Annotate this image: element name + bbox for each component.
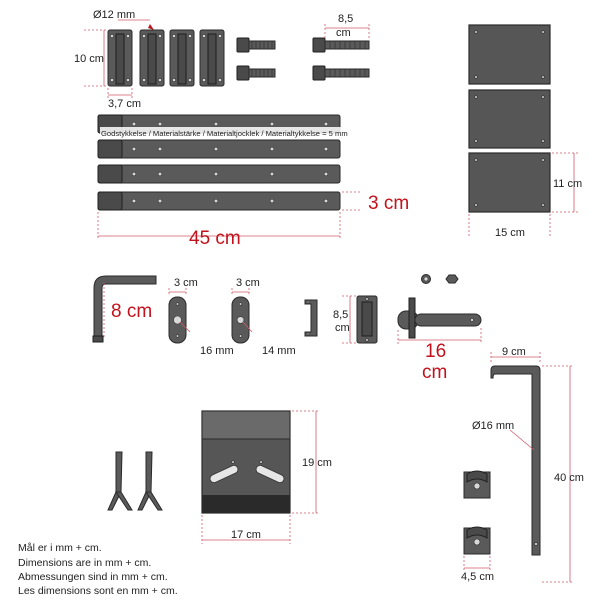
latch-length-label-b: cm	[422, 362, 448, 383]
hinge-plate-1	[108, 30, 132, 86]
hinge-plate-3	[170, 30, 194, 86]
plate-height-label: 11 cm	[553, 178, 583, 190]
spike-2	[138, 452, 162, 510]
gate-guard	[202, 411, 320, 544]
strap-hinge-2	[98, 140, 340, 158]
latch-bar	[398, 275, 481, 345]
gate-bolt-1	[237, 38, 275, 52]
material-thickness-note: Godstykkelse / Materialstärke / Materialtjocklek / Materialtykkelse = 5 mm	[101, 129, 348, 138]
hinge-width-label: 3,7 cm	[108, 98, 142, 110]
hinge-height-label: 10 cm	[74, 53, 104, 65]
hinge-diameter-label: Ø12 mm	[93, 9, 136, 21]
hinge-plate-2	[140, 30, 164, 86]
rod-height-label: 40 cm	[554, 472, 584, 484]
drop-rod	[491, 352, 574, 582]
hinge-plate-4	[200, 30, 224, 86]
rod-bracket-1	[464, 471, 490, 498]
hinge-plates	[84, 20, 224, 98]
mounting-plate-2	[469, 90, 550, 148]
dimensions-note	[18, 542, 178, 597]
pin-length-label: 8 cm	[111, 301, 153, 322]
washer-14mm	[232, 288, 252, 343]
dimensions-note-fr: Les dimensions sont en mm + cm.	[18, 585, 178, 597]
bracket-width-label: 4,5 cm	[461, 571, 495, 583]
washer2-width-label: 3 cm	[236, 277, 260, 289]
rod-diameter-label: Ø16 mm	[472, 420, 515, 432]
dimensions-note-de: Abmessungen sind in mm + cm.	[18, 571, 168, 583]
strap-height-label: 3 cm	[368, 193, 410, 214]
strap-hinge-4	[98, 192, 340, 210]
catch-height-label-a: 8,5	[333, 309, 349, 321]
washer1-hole-label: 16 mm	[200, 345, 234, 357]
washer2-hole-label: 14 mm	[262, 345, 296, 357]
mounting-plates	[469, 25, 578, 236]
dimensions-note-no: Mål er i mm + cm.	[18, 542, 102, 554]
gate-bolt-2	[237, 66, 275, 80]
washer-16mm	[169, 288, 190, 343]
strap-hinge-3	[98, 165, 340, 183]
mounting-plate-1	[469, 25, 550, 84]
dimensions-note-en: Dimensions are in mm + cm.	[18, 557, 152, 569]
rod-width-label: 9 cm	[502, 346, 526, 358]
catch-height-label-b: cm	[335, 322, 350, 334]
gate-bolt-3	[313, 38, 369, 52]
guard-height-label: 19 cm	[302, 457, 332, 469]
strap-length-label: 45 cm	[189, 228, 241, 249]
bolt-width-unit-label: cm	[336, 27, 351, 39]
mounting-plate-3	[469, 153, 550, 212]
plate-width-label: 15 cm	[495, 227, 525, 239]
guard-width-label: 17 cm	[231, 529, 261, 541]
rod-bracket-2	[464, 527, 490, 554]
spike-1	[108, 452, 132, 510]
bolt-width-label: 8,5	[338, 13, 354, 25]
rod-brackets	[464, 471, 490, 572]
small-staple	[305, 300, 317, 336]
washer1-width-label: 3 cm	[174, 277, 198, 289]
spikes	[108, 452, 162, 510]
gate-bolt-4	[313, 66, 369, 80]
latch-length-label-a: 16	[425, 341, 447, 362]
